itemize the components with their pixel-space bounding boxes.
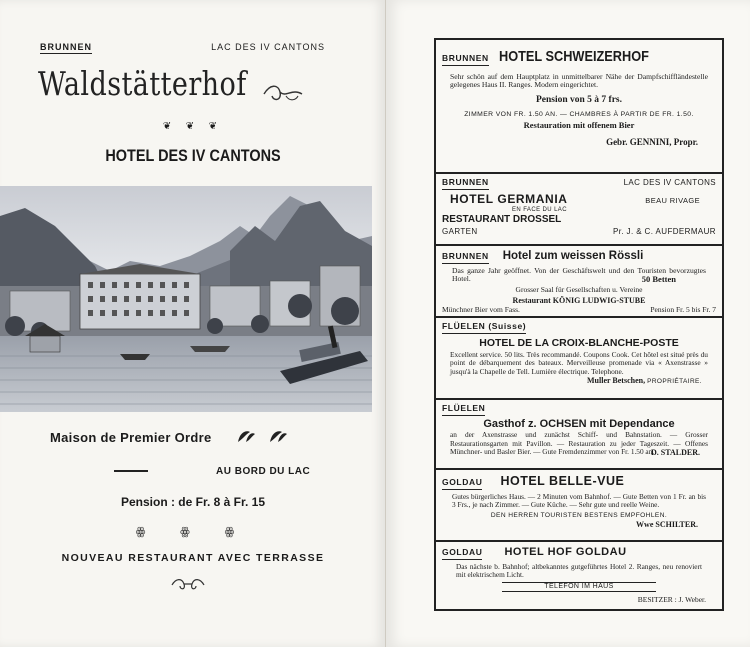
ad-croix-blanche	[436, 318, 722, 400]
right-page	[386, 0, 750, 647]
hotel-title: Waldstätterhof	[38, 64, 247, 103]
ad-hotel-name: HOTEL DE LA CROIX-BLANCHE-POSTE	[479, 336, 679, 349]
ad-garten: GARTEN	[442, 226, 478, 236]
restaurant-label: NOUVEAU RESTAURANT AVEC TERRASSE	[61, 552, 325, 564]
ad-body-text: Das nächste b. Bahnhof; altbekanntes gutgeführtes Hotel 2. Ranges, neu renoviert mit elektrischem Licht.	[456, 561, 702, 580]
ad-roessli	[436, 246, 722, 318]
ad-belle-vue	[436, 470, 722, 542]
ad-town-tag: BRUNNEN	[442, 252, 489, 264]
ad-beds: 50 Betten	[641, 274, 676, 285]
ad-hotel-name: HOTEL GERMANIA	[450, 191, 568, 206]
ad-saal: Grosser Saal für Gesellschaften u. Vereine	[515, 284, 643, 294]
ad-hof-goldau	[436, 542, 722, 611]
divider	[114, 470, 148, 472]
ad-restaurant: RESTAURANT DROSSEL	[442, 214, 562, 226]
ad-body-text: Sehr schön auf dem Hauptplatz in unmittelbarer Nähe der Dampfschiffländestelle gelegenes Haus II. Ranges. Modern eingerichtet.	[450, 71, 708, 90]
ad-town-tag: FLÜELEN (Suisse)	[442, 322, 526, 334]
lake-engraving-image	[0, 186, 372, 412]
ad-owner: Pr. J. & C. AUFDERMAUR	[612, 226, 716, 236]
flourish-ornament-icon	[262, 84, 304, 104]
ad-town-tag: BRUNNEN	[442, 54, 489, 66]
advertisement-frame	[434, 38, 724, 611]
town-label: BRUNNEN	[40, 42, 92, 52]
leaf-ornament-icon	[268, 428, 288, 444]
ad-owner: Gebr. GENNINI, Propr.	[606, 136, 698, 147]
ad-owner-title: PROPRIÉTAIRE.	[647, 378, 702, 386]
ad-town-tag: BRUNNEN	[442, 178, 489, 190]
ad-town-tag: GOLDAU	[442, 478, 482, 490]
ad-ochsen	[436, 400, 722, 470]
ad-recommend: DEN HERREN TOURISTEN BESTENS EMPFOHLEN.	[490, 511, 668, 519]
ad-beau-rivage: BEAU RIVAGE	[645, 195, 700, 205]
ad-face-du-lac: EN FACE DU LAC	[512, 206, 567, 213]
ad-town-tag: FLÜELEN	[442, 404, 485, 416]
ornament-row: ꙮ ꙮ ꙮ	[135, 526, 251, 538]
ad-germania	[436, 174, 722, 246]
ad-owner: Wwe SCHILTER.	[636, 520, 698, 530]
pension-price: Pension : de Fr. 8 à Fr. 15	[120, 495, 266, 509]
leaf-ornament-icon	[236, 428, 256, 444]
ad-hotel-name: HOTEL BELLE-VUE	[500, 474, 625, 488]
lake-label: LAC DES IV CANTONS	[211, 42, 325, 52]
maison-label: Maison de Premier Ordre	[50, 430, 212, 445]
ad-owner: Muller Betschen,	[587, 376, 646, 386]
ad-town-tag: GOLDAU	[442, 548, 482, 560]
bottom-ornament-icon	[170, 578, 206, 592]
ad-schweizerhof	[436, 40, 722, 174]
ad-telefon: TELEFON IM HAUS	[502, 582, 656, 592]
header-row	[40, 42, 325, 54]
ad-hotel-name: HOTEL SCHWEIZERHOF	[498, 48, 649, 65]
ad-hotel-name: Hotel zum weissen Rössli	[502, 250, 644, 262]
ad-owner: D. STALDER.	[651, 447, 700, 457]
ad-body-text: an der Axenstrasse und zunächst Schiff- und Bahnstation. — Grosser Restaurationsgarten mit Pavillon. — Restauration zu jeder Tageszeit. — Offenes Münchner- und Basler Bier. — Gute Fremdenzimmer von Fr. 1.50 an.	[450, 430, 708, 457]
ad-restaurant: Restaurant KÖNIG LUDWIG-STUBE	[512, 295, 646, 305]
ad-rooms: ZIMMER VON FR. 1.50 AN. — CHAMBRES À PARTIR DE FR. 1.50.	[464, 111, 694, 119]
ad-restaurant: Restauration mit offenem Bier	[523, 119, 635, 130]
ad-hotel-name: Gasthof z. OCHSEN mit Dependance	[483, 417, 675, 430]
ad-body-text: Gutes bürgerliches Haus. — 2 Minuten vom Bahnhof. — Gute Betten von 1 Fr. an bis 3 Frs., je nach Zimmer. — Gute Küche. — Sehr gute und reelle Weine.	[452, 491, 706, 510]
ad-body-text: Das ganze Jahr geöffnet. Von der Geschäftswelt und den Touristen bevorzugtes Hotel.	[452, 265, 706, 284]
hotel-subtitle: HOTEL DES IV CANTONS	[105, 146, 281, 165]
ad-body-text: Excellent service. 50 lits. Très recommandé. Coupons Cook. Cet hôtel est situé près du point de débarquement des bateaux. Merveilleuse promenade via « Axenstrasse » jusqu'à la Chapelle de Tell. Lumière électrique. Telephone.	[450, 349, 708, 376]
ad-pension: Pension von 5 à 7 frs.	[535, 95, 623, 106]
ad-pension: Pension Fr. 5 bis Fr. 7	[650, 304, 716, 314]
au-bord-label: AU BORD DU LAC	[216, 466, 311, 477]
star-ornaments: ❦ ❦ ❦	[162, 121, 224, 132]
ad-bier: Münchner Bier vom Fass.	[442, 304, 520, 314]
ad-hotel-name: HOTEL HOF GOLDAU	[504, 546, 627, 558]
ad-owner: BESITZER : J. Weber.	[637, 594, 706, 604]
ad-lake: LAC DES IV CANTONS	[623, 178, 716, 187]
